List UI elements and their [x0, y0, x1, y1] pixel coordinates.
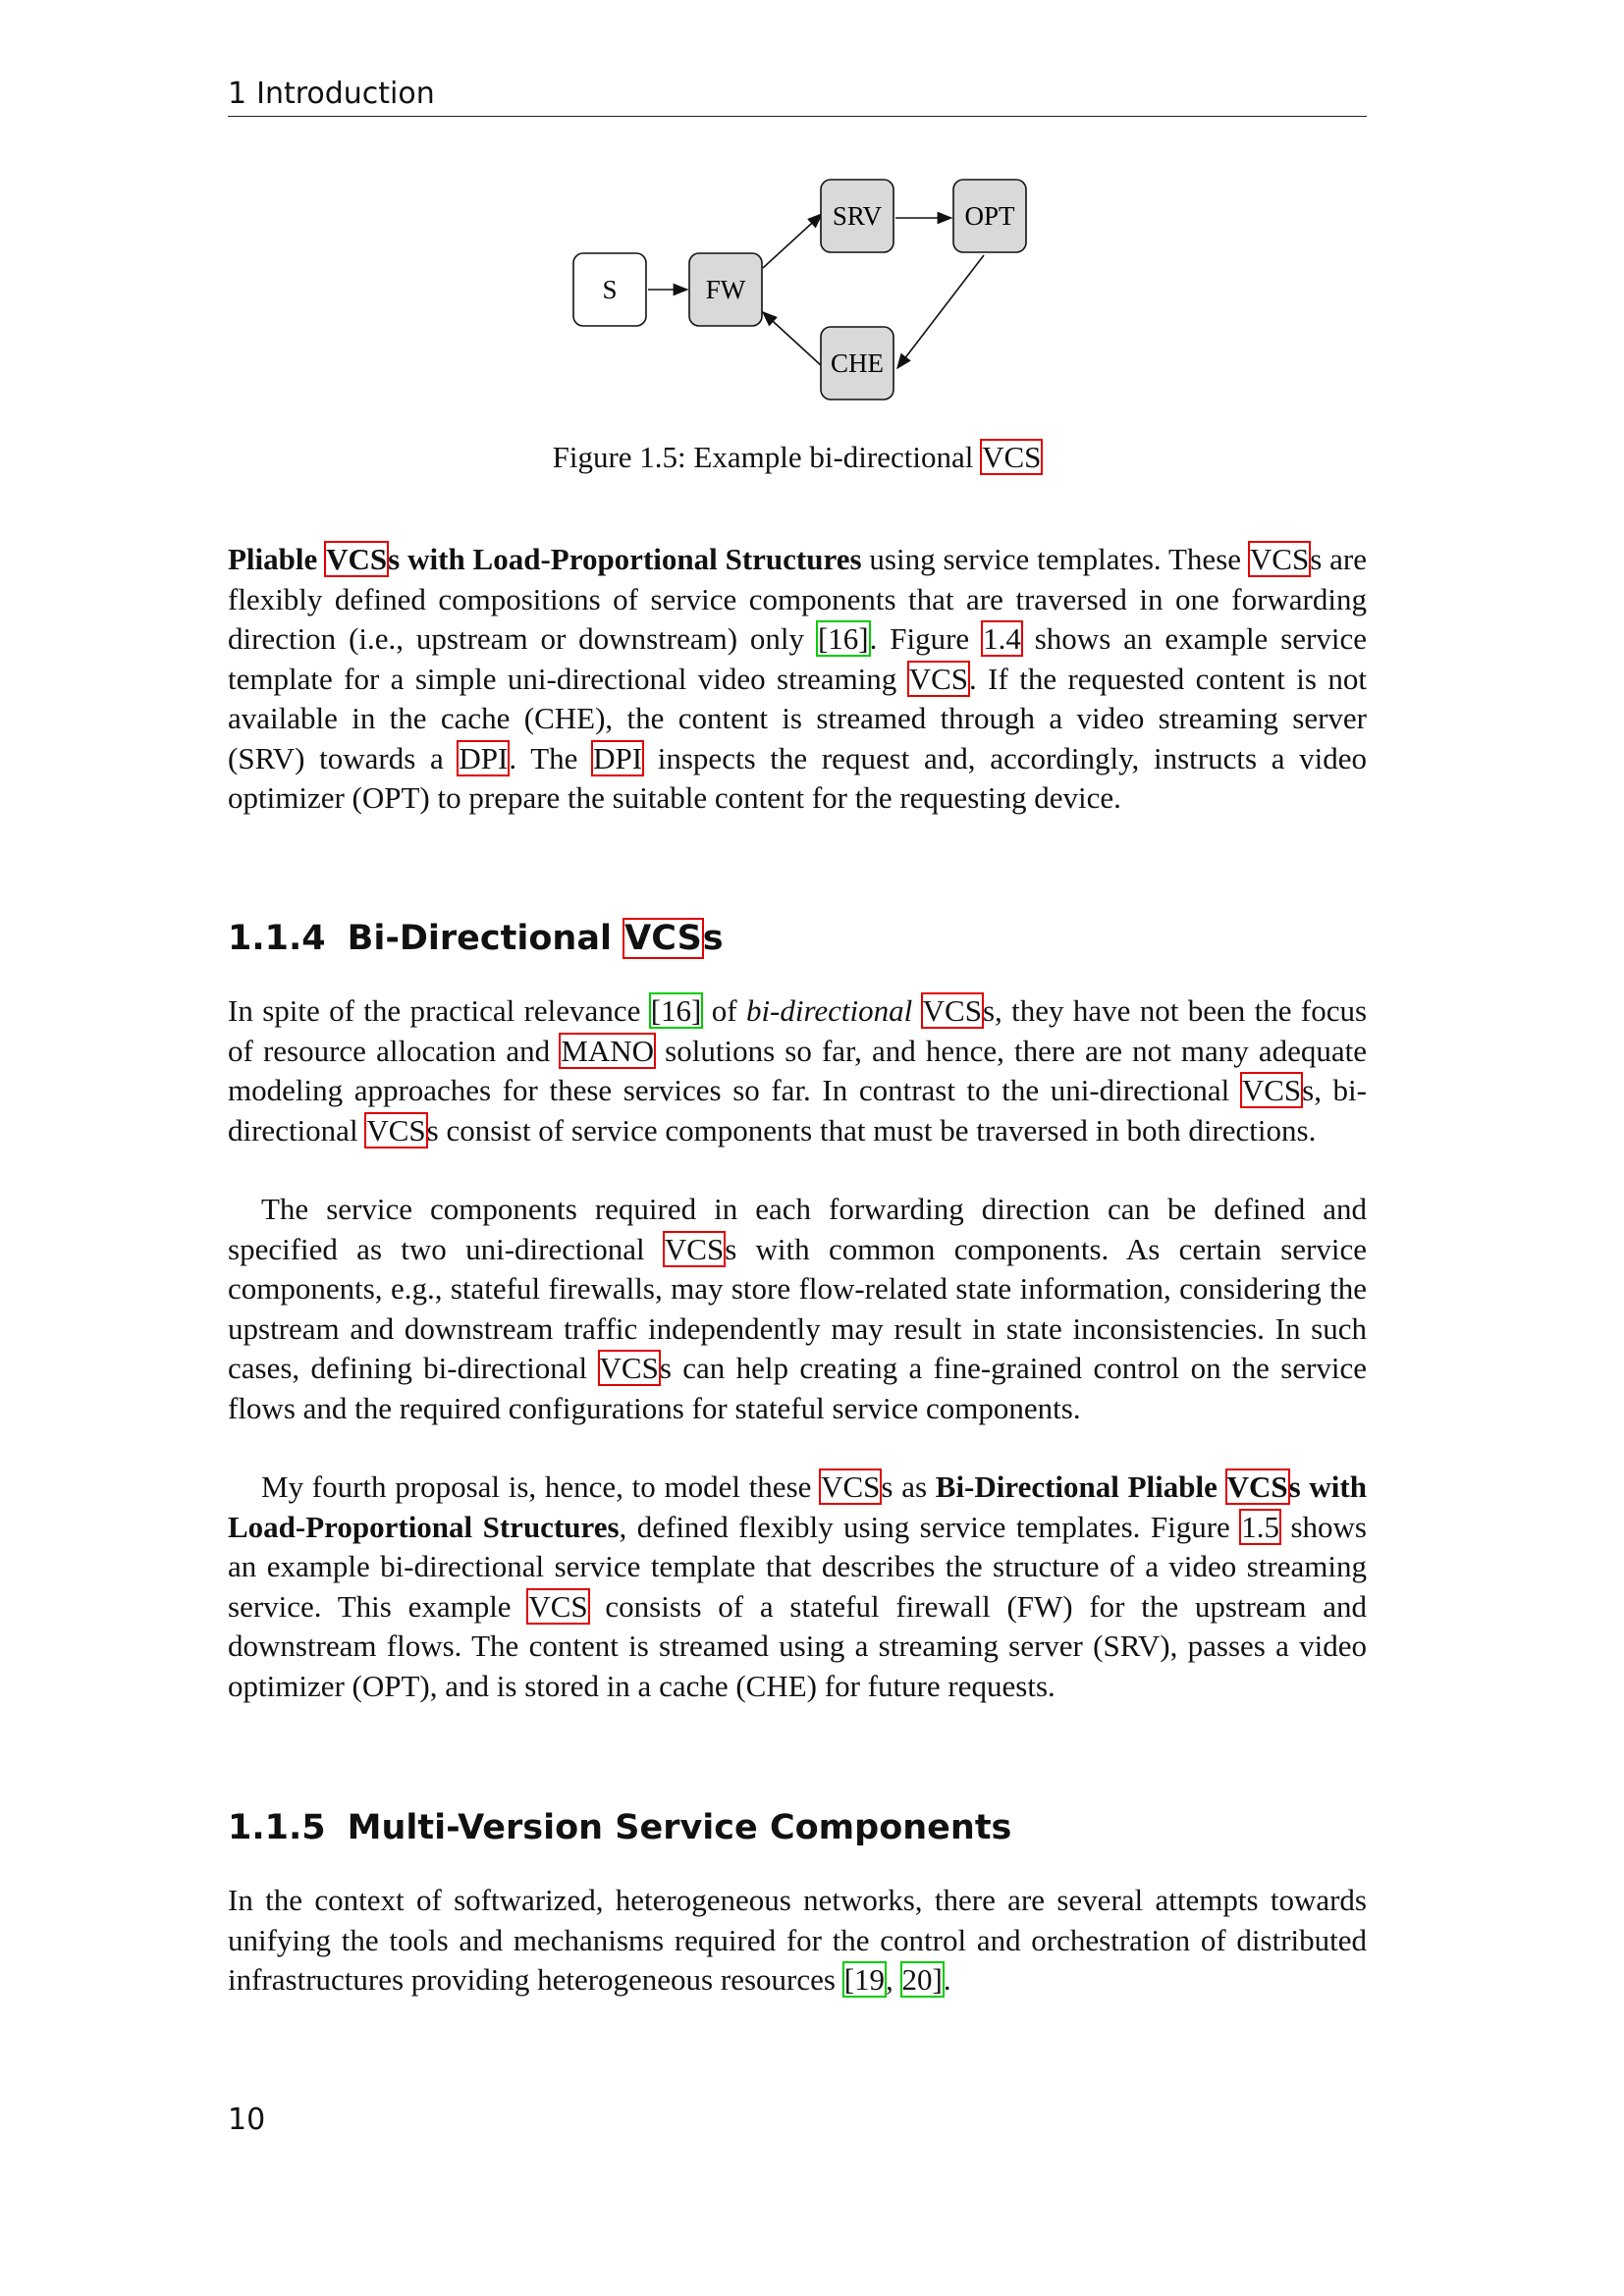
ref-vcs[interactable]: VCS [664, 1231, 725, 1266]
paragraph-multi-version: In the context of softwarized, heterogeneous networks, there are several attempts towards unifying the tools and mechanisms required for the control and orchestration of distributed infrastructures providing heterogeneous resources [19, 20]. [228, 1883, 1367, 1997]
section-heading-1-1-5 [228, 1806, 1367, 1849]
ref-vcs[interactable]: VCS [1249, 542, 1310, 576]
running-header [228, 75, 1367, 117]
node-opt [953, 180, 1026, 252]
para1-bold-ref[interactable]: VCS [326, 542, 388, 576]
page [228, 0, 1367, 2296]
paragraph-fourth-proposal: My fourth proposal is, hence, to model these VCSs as Bi-Directional Pliable VCSs with Load-Proportional Structures, defined flexibly using service templates. Figure 1.5 shows an example bi-directional service template that describes the structure of a video streaming service. This example VCS consists of a stateful firewall (FW) for the upstream and downstream flows. The content is streamed using a streaming server (SRV), passes a video optimizer (OPT), and is stored in a cache (CHE) for future requests. [228, 1469, 1368, 1703]
ref-vcs[interactable]: VCS [1241, 1073, 1302, 1107]
section-number: 1.1.5 [228, 1808, 326, 1847]
edge-che-fw [763, 312, 822, 366]
ref-mano[interactable]: MANO [561, 1033, 655, 1068]
svg-text:SRV: SRV [832, 201, 883, 231]
ref-vcs[interactable]: VCS [366, 1112, 426, 1148]
cite-20[interactable]: 20] [901, 1962, 943, 1997]
section-number: 1.1.4 [228, 919, 326, 958]
svg-text:S: S [602, 275, 618, 304]
ref-vcs[interactable]: VCS [908, 661, 969, 696]
ref-vcs[interactable]: VCS [922, 993, 982, 1028]
para1-bold-b: s with Load-Proportional Structures [388, 542, 862, 576]
node-s [573, 253, 646, 326]
section-title-ref-vcs[interactable]: VCS [624, 919, 702, 958]
svg-text:CHE: CHE [831, 348, 884, 378]
paragraph-service-components: The service components required in each forwarding direction can be defined and specified as two uni-directional VCSs with common components. As certain service components, e.g., stateful firewalls, may store flow-related state information, considering the upstream and downstream traffic independently may result in state inconsistencies. In such cases, defining bi-directional VCSs can help creating a fine-grained control on the service flows and the required configurations for stateful service components. [228, 1192, 1367, 1425]
caption-text: Figure 1.5: Example bi-directional [552, 440, 982, 474]
paragraph-bidirectional-intro: In spite of the practical relevance [16] of bi-directional VCSs, they have not been the focus of resource allocation and MANO solutions so far, and hence, there are not many adequate modeling approaches for these services so far. In contrast to the uni-directional VCSs, bi-directional VCSs consist of service components that must be traversed in both directions. [228, 993, 1368, 1148]
section-title: Multi-Version Service Components [347, 1808, 1012, 1847]
ref-dpi[interactable]: DPI [459, 740, 509, 775]
ref-vcs[interactable]: VCS [528, 1588, 588, 1624]
para1-bold-a: Pliable [228, 542, 326, 576]
cite-16[interactable]: [16] [650, 993, 702, 1028]
figure-vcs-diagram [228, 167, 1367, 422]
cite-19[interactable]: [19 [843, 1962, 886, 1997]
page-number: 10 [228, 2103, 266, 2137]
ref-figure-1-4[interactable]: 1.4 [983, 621, 1021, 656]
svg-text:OPT: OPT [964, 201, 1015, 231]
ref-vcs-bold[interactable]: VCS [1226, 1469, 1288, 1504]
chapter-title: Introduction [256, 77, 435, 111]
ref-vcs[interactable]: VCS [821, 1469, 881, 1504]
vcs-diagram-svg [228, 167, 1367, 422]
cite-16[interactable]: [16] [817, 621, 869, 656]
ref-dpi[interactable]: DPI [593, 740, 643, 775]
edge-fw-srv [763, 214, 822, 268]
chapter-number: 1 [228, 77, 247, 111]
node-che [821, 327, 893, 400]
ref-vcs[interactable]: VCS [599, 1351, 659, 1385]
figure-caption [228, 438, 1367, 477]
edge-opt-che [897, 255, 984, 368]
section-heading-1-1-4: 1.1.4 Bi-Directional VCSs [228, 919, 724, 958]
node-fw [689, 253, 762, 326]
paragraph-pliable-vcs: Pliable VCSs with Load-Proportional Structures using service templates. These VCSs are flexibly defined compositions of service components that are traversed in one forwarding direction (i.e., upstream or downstream) only [16]. Figure 1.4 shows an example service template for a simple uni-directional video streaming VCS. If the requested content is not available in the cache (CHE), the content is streamed through a video streaming server (SRV) towards a DPI. The DPI inspects the request and, accordingly, instructs a video optimizer (OPT) to prepare the suitable content for the requesting device. [228, 542, 1368, 815]
node-srv [821, 180, 893, 252]
svg-text:FW: FW [705, 275, 746, 304]
ref-figure-1-5[interactable]: 1.5 [1241, 1509, 1280, 1544]
caption-ref-vcs[interactable]: VCS [982, 440, 1042, 474]
section-title: Bi-Directional [347, 919, 624, 958]
